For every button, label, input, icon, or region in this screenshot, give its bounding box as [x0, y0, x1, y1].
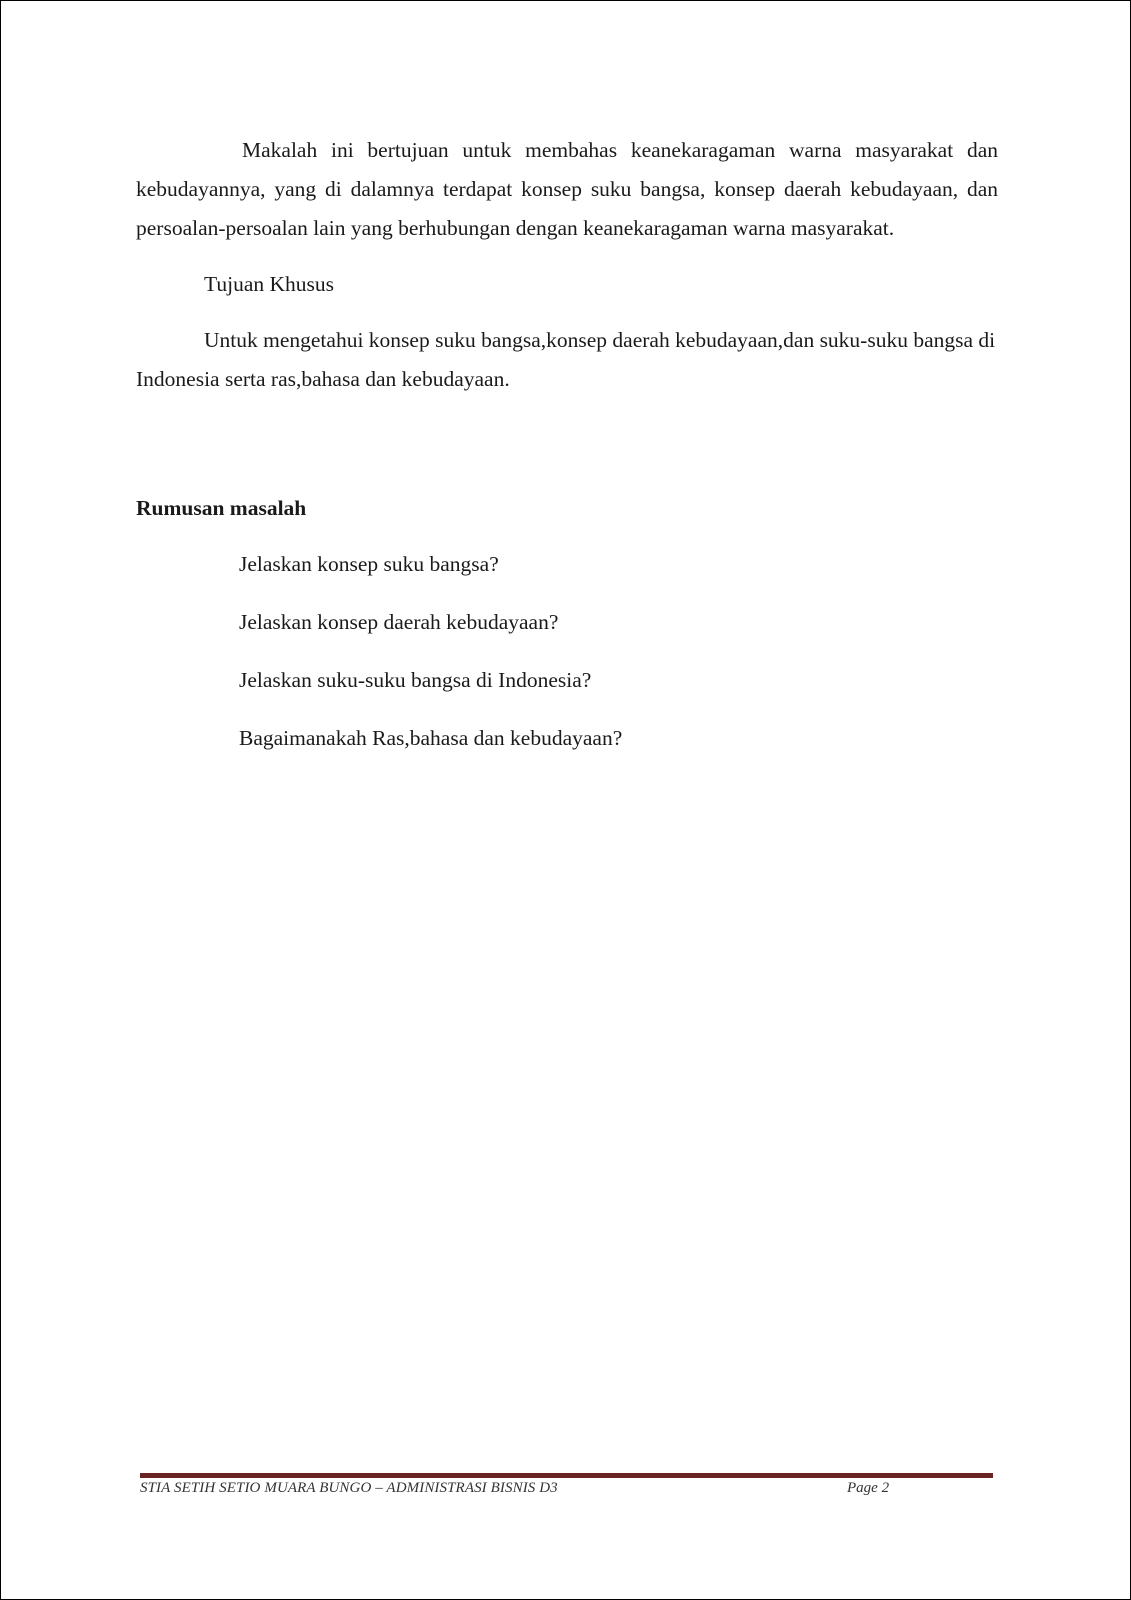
footer-page-number: Page 2	[847, 1480, 890, 1496]
footer-divider	[140, 1473, 993, 1478]
footer-institution: STIA SETIH SETIO MUARA BUNGO – ADMINISTRASI BISNIS D3	[140, 1480, 558, 1496]
question-item: Jelaskan konsep daerah kebudayaan?	[239, 610, 559, 634]
subheading-tujuan-khusus: Tujuan Khusus	[204, 272, 335, 296]
question-item: Jelaskan suku-suku bangsa di Indonesia?	[239, 668, 592, 692]
question-list	[136, 545, 998, 758]
goal-paragraph: Untuk mengetahui konsep suku bangsa,konsep daerah kebudayaan,dan suku-suku bangsa di Indonesia serta ras,bahasa dan kebudayaan.	[136, 328, 996, 391]
section-title-rumusan-masalah: Rumusan masalah	[136, 496, 307, 520]
question-item: Bagaimanakah Ras,bahasa dan kebudayaan?	[239, 726, 623, 750]
page-content	[136, 131, 998, 777]
question-item: Jelaskan konsep suku bangsa?	[239, 552, 499, 576]
intro-paragraph: Makalah ini bertujuan untuk membahas keanekaragaman warna masyarakat dan kebudayannya, yang di dalamnya terdapat konsep suku bangsa, konsep daerah kebudayaan, dan persoalan-persoalan lain yang berhubungan dengan keanekaragaman warna masyarakat.	[136, 138, 998, 240]
